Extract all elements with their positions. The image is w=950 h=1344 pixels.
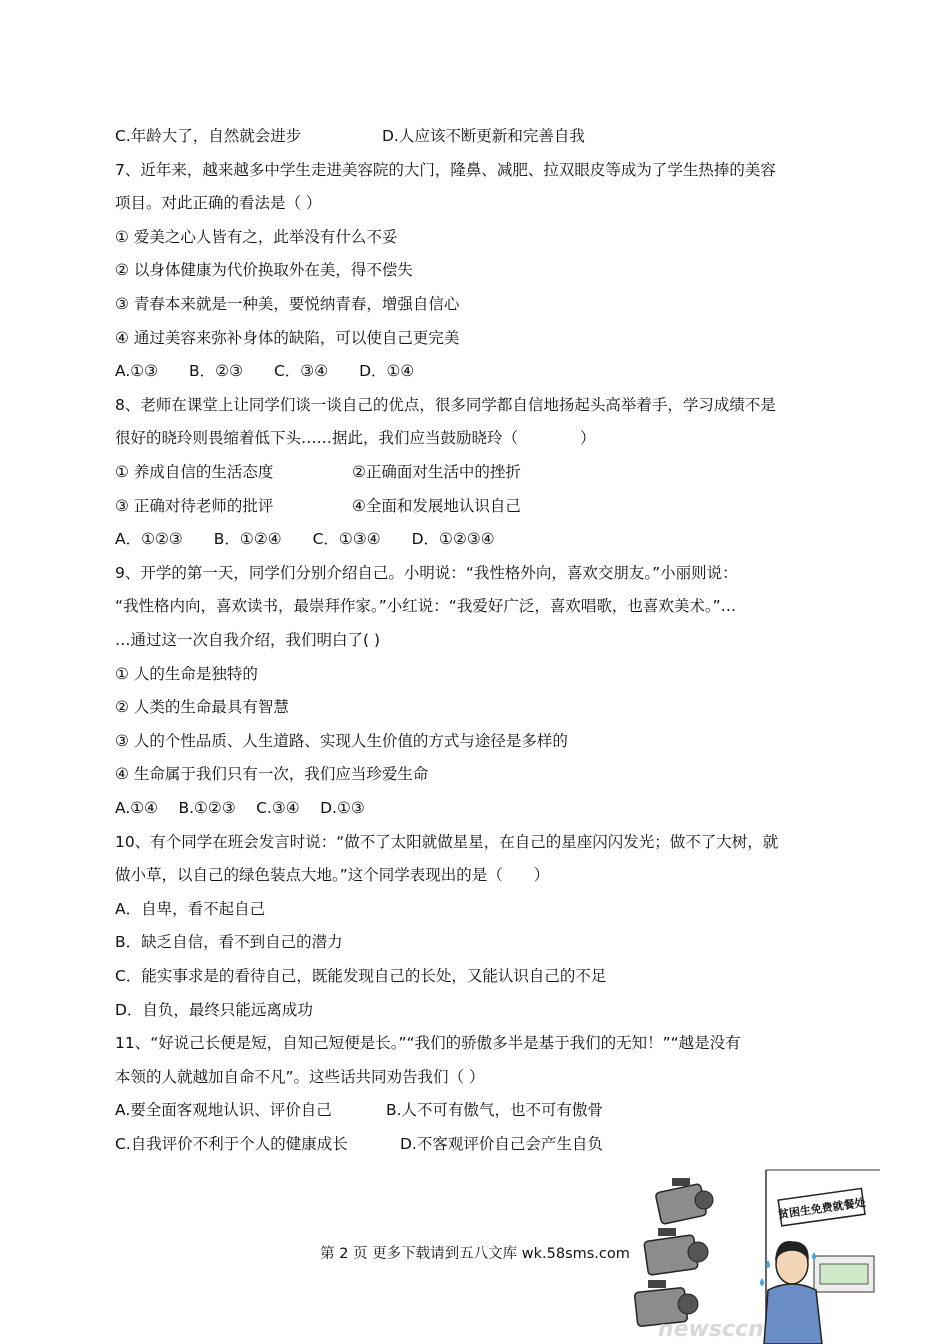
text-line-content: ② 以身体健康为代价换取外在美，得不偿失 (115, 261, 413, 280)
text-line-content: …通过这一次自我介绍，我们明白了( ) (115, 631, 381, 649)
text-line (115, 966, 606, 986)
text-line-content: ④ 生命属于我们只有一次，我们应当珍爱生命 (115, 765, 429, 784)
text-line (115, 1067, 484, 1087)
text-line (115, 596, 736, 616)
text-line (115, 731, 568, 751)
text-line-content: ② 人类的生命最具有智慧 (115, 698, 289, 717)
text-line (115, 227, 397, 247)
text-line (115, 697, 289, 717)
text-line (115, 328, 459, 348)
text-line (115, 529, 495, 549)
text-line-content: A.要全面客观地认识、评价自己 (115, 1101, 332, 1120)
cartoon-watermark: newsccn (658, 1317, 764, 1342)
text-line-second-column: B.人不可有傲气，也不可有傲骨 (386, 1101, 604, 1120)
text-line-content: 很好的晓玲则畏缩着低下头……据此，我们应当鼓励晓玲（ ） (115, 429, 596, 448)
text-line (115, 428, 596, 448)
cartoon-illustration (618, 1160, 880, 1344)
text-line-content: B．缺乏自信，看不到自己的潜力 (115, 933, 343, 952)
text-line (115, 865, 549, 885)
text-line-content: 11、“好说己长便是短，自知己短便是长。”“我们的骄傲多半是基于我们的无知！”“越是没有 (115, 1034, 741, 1053)
text-line-content: ① 养成自信的生活态度 (115, 463, 274, 481)
text-line (115, 260, 413, 280)
text-line (115, 630, 380, 650)
text-line-content: 做小草，以自己的绿色装点大地。”这个同学表现出的是（ ） (115, 866, 550, 885)
text-line-content: ① 人的生命是独特的 (115, 664, 258, 683)
text-line-content: A.①③ B．②③ C．③④ D．①④ (115, 362, 415, 381)
text-line (115, 193, 321, 213)
text-line (115, 798, 365, 818)
text-line (115, 664, 258, 684)
page-footer: 第 2 页 更多下载请到五八文库 wk.58sms.com (320, 1246, 630, 1262)
text-line (115, 1100, 604, 1120)
text-line-content: C.年龄大了，自然就会进步 (115, 127, 302, 145)
text-line-content: 9、开学的第一天，同学们分别介绍自己。小明说：“我性格外向，喜欢交朋友。”小丽则说： (115, 563, 738, 582)
text-line-content: ① 爱美之心人皆有之，此举没有什么不妥 (115, 227, 398, 246)
text-line-content: 10、有个同学在班会发言时说：“做不了太阳就做星星，在自己的星座闪闪发光；做不了大树，就 (115, 832, 779, 851)
text-line-content: C.自我评价不利于个人的健康成长 (115, 1135, 348, 1153)
text-line-content: A．①②③ B．①②④ C．①③④ D．①②③④ (115, 530, 495, 549)
text-line (115, 932, 343, 952)
text-line (115, 563, 738, 583)
text-line-second-column: D.人应该不断更新和完善自我 (382, 127, 585, 145)
text-line-content: ③ 人的个性品质、人生道路、实现人生价值的方式与途径是多样的 (115, 731, 568, 750)
text-line-content: 7、近年来，越来越多中学生走进美容院的大门，隆鼻、减肥、拉双眼皮等成为了学生热捧的美容 (115, 160, 776, 179)
text-line-content: ③ 青春本来就是一种美，要悦纳青春，增强自信心 (115, 295, 460, 313)
text-line-content: C．能实事求是的看待自己，既能发现自己的长处，又能认识自己的不足 (115, 967, 607, 985)
text-line-content: A.①④ B.①②③ C.③④ D.①③ (115, 799, 365, 817)
text-line-content: A．自卑，看不起自己 (115, 899, 266, 918)
text-line (115, 126, 585, 146)
text-line-content: 项目。对此正确的看法是（ ） (115, 194, 322, 213)
text-line (115, 361, 414, 381)
text-line (115, 496, 521, 516)
text-line (115, 764, 428, 784)
text-line-content: 8、老师在课堂上让同学们谈一谈自己的优点，很多同学都自信地扬起头高举着手，学习成绩不是 (115, 395, 776, 414)
text-line-content: D．自负，最终只能远离成功 (115, 1000, 313, 1019)
text-line (115, 832, 778, 852)
text-line (115, 294, 459, 314)
cartoon-sign-text: 贫困生免费就餐处 (777, 1196, 867, 1222)
text-line (115, 1033, 741, 1053)
text-line (115, 395, 776, 415)
text-line-content: ③ 正确对待老师的批评 (115, 496, 274, 515)
text-line (115, 462, 521, 482)
text-line-second-column: ②正确面对生活中的挫折 (352, 463, 521, 481)
text-line-second-column: D.不客观评价自己会产生自负 (400, 1135, 603, 1153)
text-line-content: 本领的人就越加自命不凡”。这些话共同劝告我们（ ） (115, 1067, 485, 1086)
text-line-second-column: ④全面和发展地认识自己 (352, 496, 521, 515)
text-line (115, 899, 265, 919)
text-line (115, 1134, 603, 1154)
text-line (115, 160, 776, 180)
text-line-content: ④ 通过美容来弥补身体的缺陷，可以使自己更完美 (115, 328, 460, 347)
text-line-content: “我性格内向，喜欢读书，最崇拜作家。”小红说：“我爱好广泛，喜欢唱歌，也喜欢美术。”… (115, 597, 737, 616)
text-line (115, 1000, 313, 1020)
